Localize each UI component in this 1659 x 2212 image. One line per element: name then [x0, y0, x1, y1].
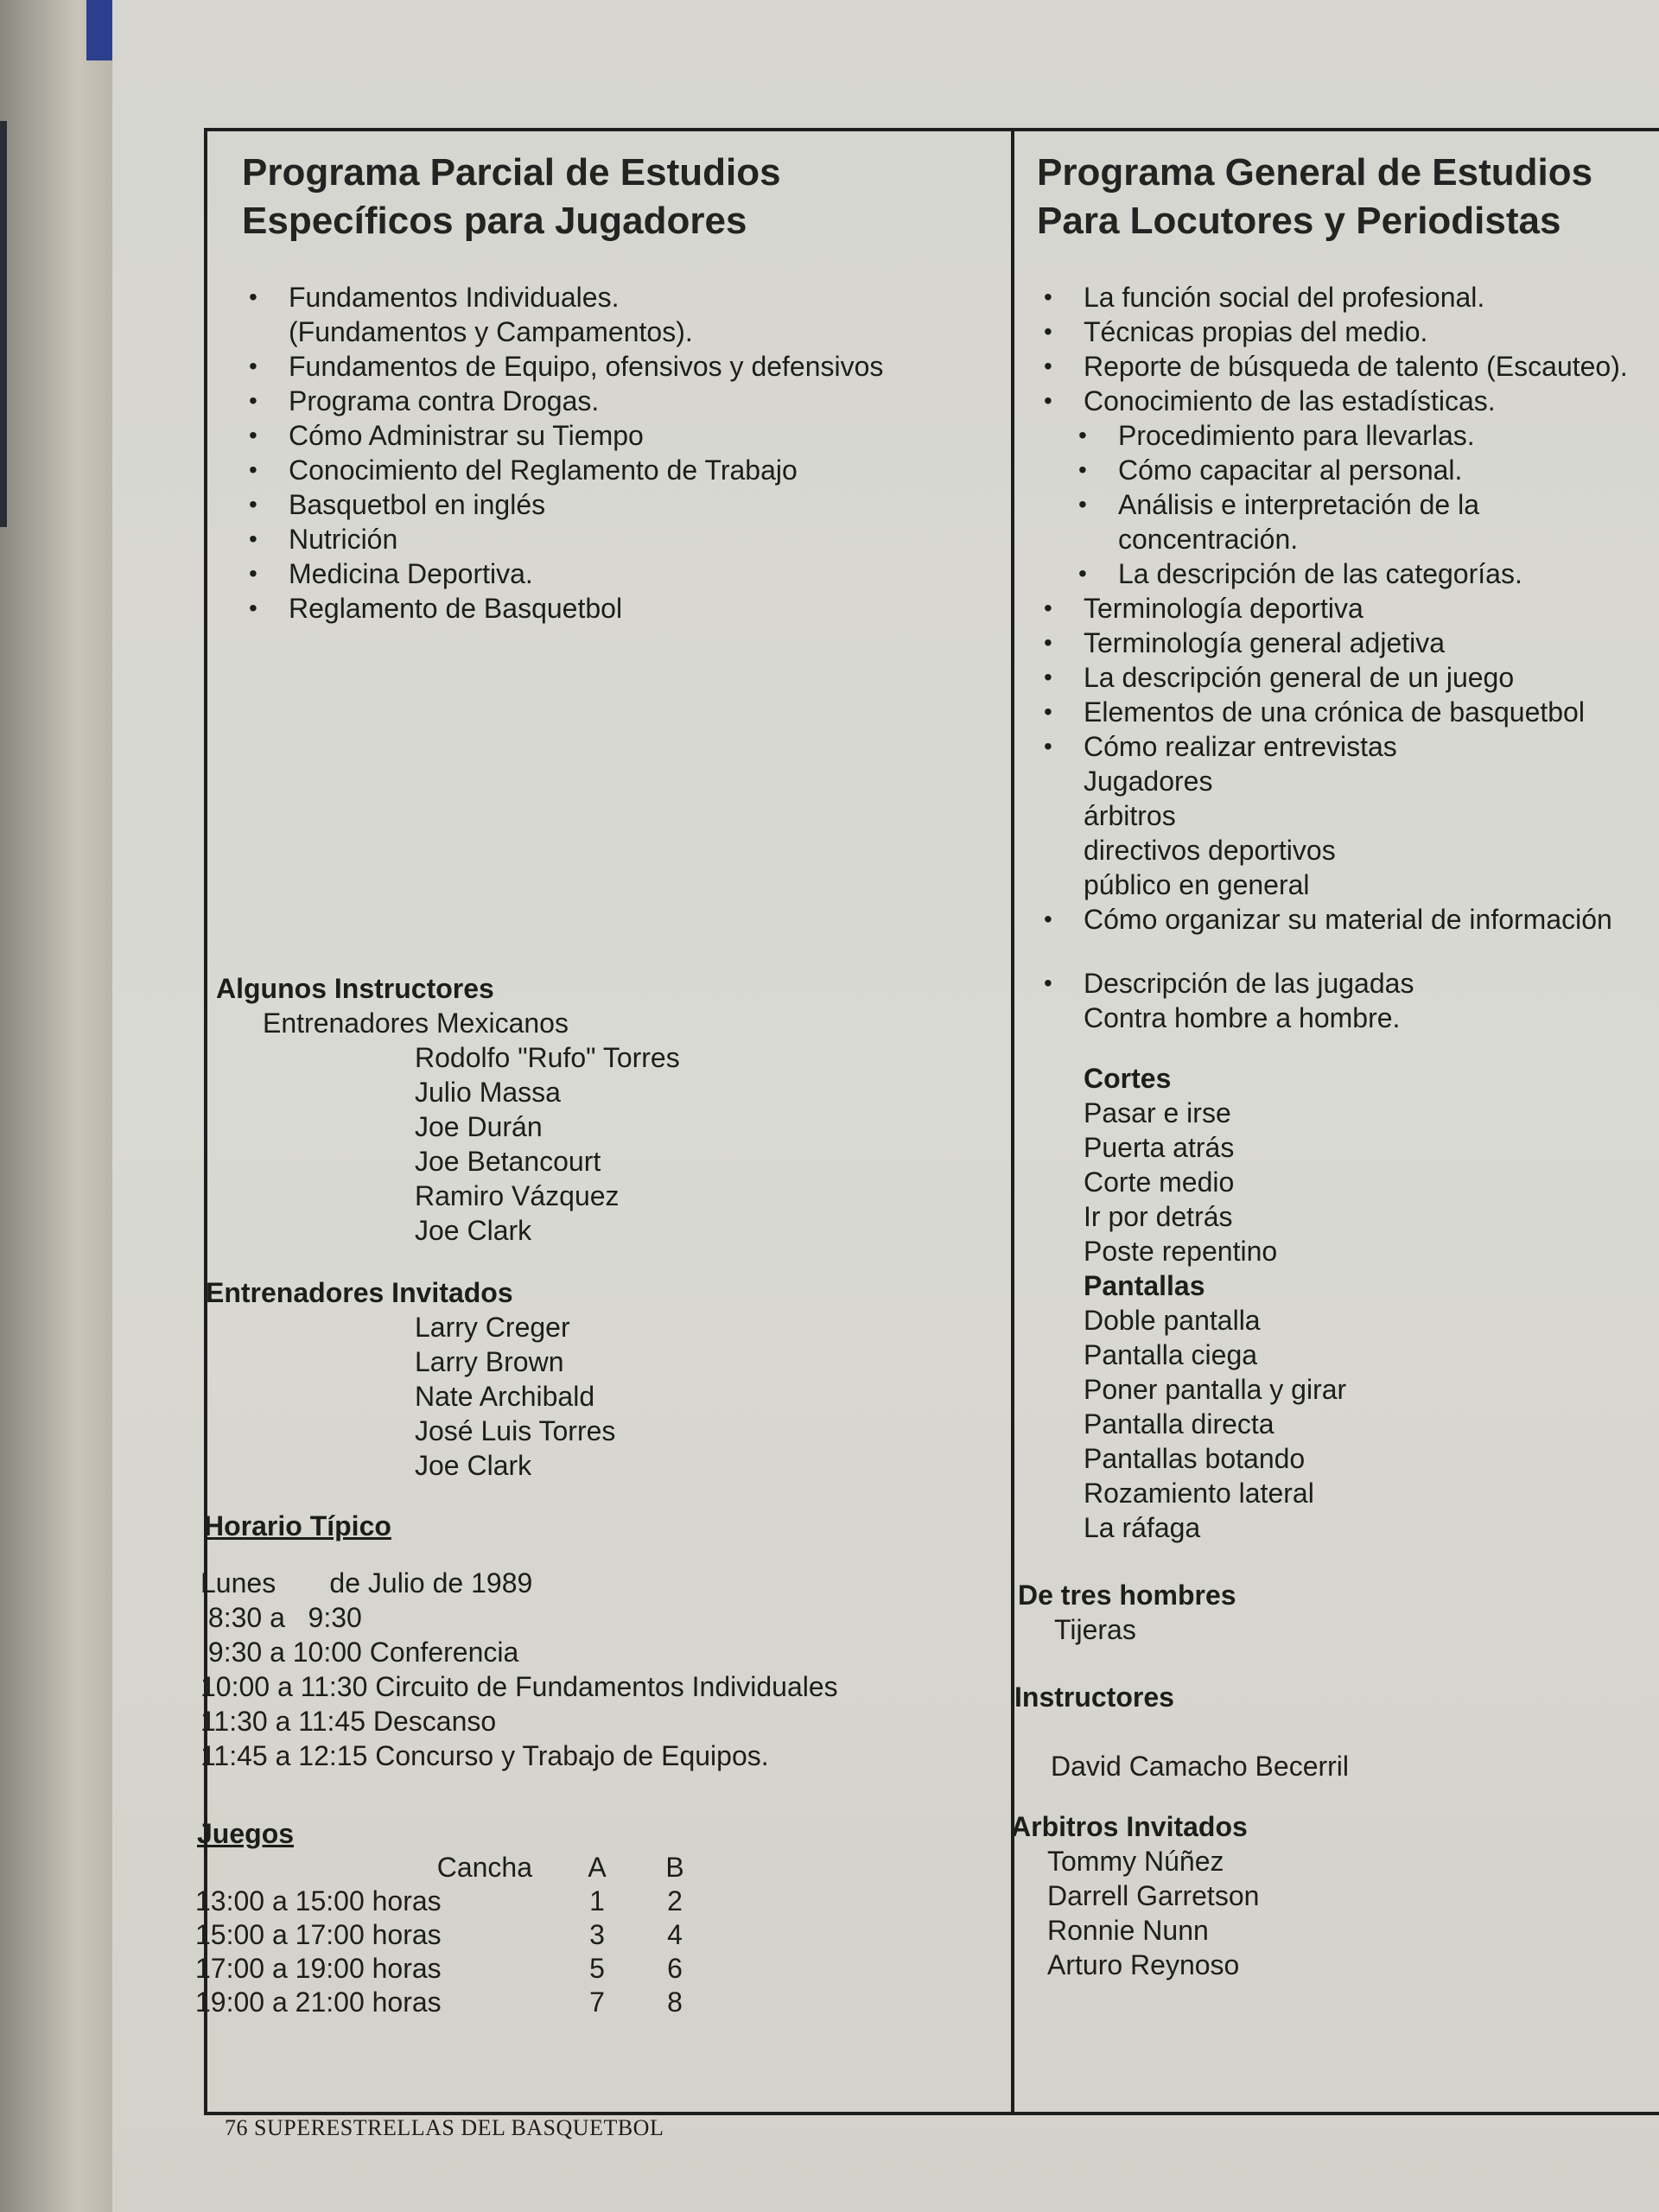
- players-program-column: [195, 149, 985, 2019]
- list-item: Poste repentino: [1084, 1236, 1278, 1267]
- list-item: • Cómo realizar entrevistas: [1037, 729, 1659, 764]
- facing-page: [0, 0, 130, 2212]
- plays-subtitle: Contra hombre a hombre.: [1084, 1002, 1401, 1033]
- players-title-line2: Específicos para Jugadores: [242, 200, 747, 242]
- content-box: [195, 128, 1659, 2115]
- list-item: Joe Betancourt: [415, 1146, 601, 1177]
- schedule-heading: Horario Típico: [204, 1510, 391, 1541]
- mexican-coaches-heading: Entrenadores Mexicanos: [263, 1007, 569, 1039]
- list-item: 10:00 a 11:30 Circuito de Fundamentos Individuales: [200, 1671, 838, 1702]
- table-row: [195, 1986, 714, 2019]
- list-item: • Procedimiento para llevarlas.: [1037, 418, 1659, 453]
- guest-coaches-list: [216, 1310, 985, 1483]
- court-a-label: A: [588, 1852, 607, 1883]
- list-item: 11:45 a 12:15 Concurso y Trabajo de Equipos.: [200, 1740, 769, 1771]
- journalists-topics-list: [1037, 280, 1659, 418]
- list-item: Arturo Reynoso: [1047, 1949, 1240, 1980]
- guest-coaches-heading: Entrenadores Invitados: [206, 1277, 513, 1308]
- game-time: 17:00 a 19:00 horas: [195, 1953, 442, 1984]
- list-item: • Técnicas propias del medio.: [1037, 315, 1659, 349]
- cuts-heading: Cortes: [1084, 1063, 1172, 1094]
- list-item: • Conocimiento del Reglamento de Trabajo: [242, 453, 985, 487]
- list-item: • Cómo organizar su material de información: [1037, 902, 1659, 937]
- list-item: • Cómo Administrar su Tiempo: [242, 418, 985, 453]
- games-table: [195, 1851, 714, 2019]
- journalists-title-line1: Programa General de Estudios: [1037, 151, 1593, 194]
- game-court-b: 4: [667, 1919, 683, 1950]
- magazine-page: [112, 0, 1659, 2212]
- list-item: • Elementos de una crónica de basquetbol: [1037, 695, 1659, 729]
- journalists-topics-list-2: [1037, 591, 1659, 764]
- referees-section: [1011, 1809, 1659, 1982]
- list-item: • La descripción de las categorías.: [1037, 556, 1659, 591]
- list-item: [1037, 487, 1659, 556]
- list-item: Joe Durán: [415, 1111, 543, 1142]
- list-item: • Conocimiento de las estadísticas.: [1037, 384, 1659, 418]
- players-title-line1: Programa Parcial de Estudios: [242, 151, 781, 194]
- list-item: 8:30 a 9:30: [200, 1602, 362, 1633]
- list-item: público en general: [1084, 869, 1310, 900]
- list-item: Corte medio: [1084, 1166, 1235, 1198]
- table-row: [195, 1918, 714, 1952]
- game-court-a: 7: [589, 1986, 605, 2018]
- players-topics-list: [242, 280, 985, 626]
- interview-subjects: [1037, 764, 1659, 902]
- list-item: Puerta atrás: [1084, 1132, 1235, 1163]
- referees-heading: Arbitros Invitados: [1011, 1811, 1248, 1842]
- list-item: • Programa contra Drogas.: [242, 384, 985, 418]
- list-item: • Reporte de búsqueda de talento (Escauteo).: [1037, 349, 1659, 384]
- list-item: • Fundamentos de Equipo, ofensivos y defensivos: [242, 349, 985, 384]
- list-item: Julio Massa: [415, 1077, 561, 1108]
- topic-text-cont: concentración.: [1118, 524, 1299, 555]
- games-heading: Juegos: [197, 1818, 295, 1849]
- list-item: Nate Archibald: [415, 1381, 595, 1412]
- table-row: [195, 1952, 714, 1986]
- list-item: Pasar e irse: [1084, 1097, 1231, 1128]
- list-item: • Terminología general adjetiva: [1037, 626, 1659, 660]
- journalists-title: [1037, 149, 1659, 245]
- three-man-heading: De tres hombres: [1018, 1580, 1236, 1611]
- list-item: José Luis Torres: [415, 1415, 616, 1446]
- page-footer: 76 SUPERESTRELLAS DEL BASQUETBOL: [225, 2115, 664, 2140]
- list-item: • Medicina Deportiva.: [242, 556, 985, 591]
- list-item: • La descripción general de un juego: [1037, 660, 1659, 695]
- list-item: 9:30 a 10:00 Conferencia: [200, 1637, 519, 1668]
- table-row: [195, 1885, 714, 1918]
- plays-section: [1037, 1061, 1659, 1545]
- list-item: Pantallas botando: [1084, 1443, 1306, 1474]
- list-item: • Nutrición: [242, 522, 985, 556]
- list-item: Jugadores: [1084, 766, 1213, 797]
- table-header-row: [195, 1851, 714, 1885]
- list-item: Ir por detrás: [1084, 1201, 1233, 1232]
- list-item: árbitros: [1084, 800, 1176, 831]
- list-item: Rozamiento lateral: [1084, 1478, 1314, 1509]
- game-court-a: 1: [589, 1885, 605, 1916]
- game-court-a: 5: [589, 1953, 605, 1984]
- game-court-b: 8: [667, 1986, 683, 2018]
- game-court-b: 2: [667, 1885, 683, 1916]
- screens-heading: Pantallas: [1084, 1270, 1205, 1301]
- schedule-list: [200, 1566, 985, 1773]
- instructors-heading-right: Instructores: [1014, 1681, 1174, 1713]
- list-item: Doble pantalla: [1084, 1305, 1261, 1336]
- mexican-coaches-list: [216, 1040, 985, 1248]
- list-item: Larry Creger: [415, 1312, 570, 1343]
- journalists-program-column: [1011, 149, 1659, 1982]
- list-item: • La función social del profesional.: [1037, 280, 1659, 315]
- court-b-label: B: [665, 1852, 684, 1883]
- list-item: David Camacho Becerril: [1051, 1751, 1350, 1782]
- list-item: Tijeras: [1054, 1614, 1136, 1645]
- game-time: 13:00 a 15:00 horas: [195, 1885, 442, 1916]
- list-item: • Descripción de las jugadas: [1037, 966, 1659, 1001]
- game-time: 15:00 a 17:00 horas: [195, 1919, 442, 1950]
- three-man-section: [1018, 1578, 1659, 1647]
- list-item: • Cómo capacitar al personal.: [1037, 453, 1659, 487]
- list-item: Joe Clark: [415, 1215, 532, 1246]
- list-item: Tommy Núñez: [1047, 1846, 1224, 1877]
- game-time: 19:00 a 21:00 horas: [195, 1986, 442, 2018]
- list-item: Pantalla ciega: [1084, 1339, 1258, 1370]
- instructors-section: [195, 971, 985, 2019]
- players-title: [242, 149, 985, 245]
- statistics-sublist: [1037, 418, 1659, 591]
- journalists-instructors-section: [1014, 1680, 1659, 1783]
- court-label: Cancha: [436, 1852, 532, 1883]
- journalists-topics-list-3: [1037, 902, 1659, 1001]
- list-item: directivos deportivos: [1084, 835, 1336, 866]
- list-item: Ramiro Vázquez: [415, 1180, 620, 1211]
- instructors-heading: Algunos Instructores: [216, 973, 494, 1004]
- list-item: • Terminología deportiva: [1037, 591, 1659, 626]
- list-item: Darrell Garretson: [1047, 1880, 1260, 1911]
- list-item: Poner pantalla y girar: [1084, 1374, 1347, 1405]
- list-item: Pantalla directa: [1084, 1408, 1274, 1440]
- topic-text: Fundamentos Individuales.: [289, 282, 620, 313]
- list-item: Ronnie Nunn: [1047, 1915, 1209, 1946]
- list-item: • Reglamento de Basquetbol: [242, 591, 985, 626]
- topic-text-cont: (Fundamentos y Campamentos).: [289, 316, 693, 347]
- list-item: [242, 280, 985, 349]
- list-item: La ráfaga: [1084, 1512, 1201, 1543]
- list-item: Joe Clark: [415, 1450, 532, 1481]
- list-item: 11:30 a 11:45 Descanso: [200, 1706, 497, 1737]
- list-item: Lunes de Julio de 1989: [200, 1567, 533, 1599]
- journalists-title-line2: Para Locutores y Periodistas: [1037, 200, 1561, 242]
- game-court-a: 3: [589, 1919, 605, 1950]
- list-item: • Basquetbol en inglés: [242, 487, 985, 522]
- game-court-b: 6: [667, 1953, 683, 1984]
- list-item: Rodolfo "Rufo" Torres: [415, 1042, 680, 1073]
- list-item: Larry Brown: [415, 1346, 564, 1377]
- topic-text: Análisis e interpretación de la: [1118, 489, 1480, 520]
- facing-page-edge: [0, 121, 7, 527]
